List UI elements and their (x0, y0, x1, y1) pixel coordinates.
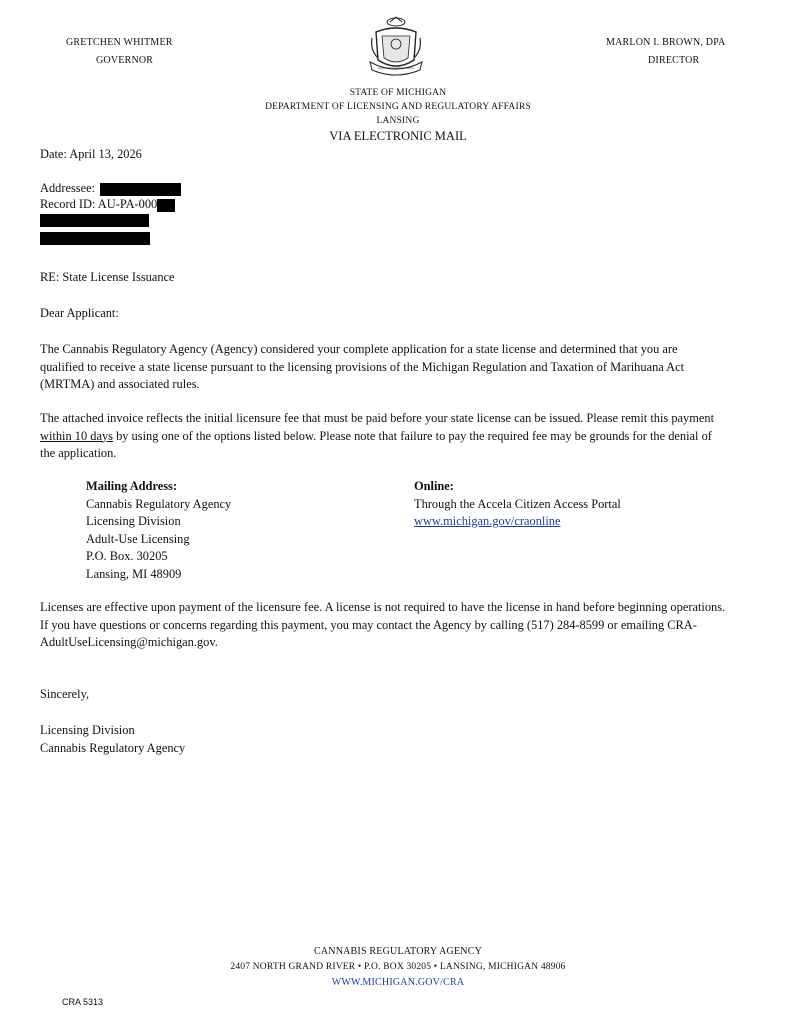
online-heading: Online: (414, 479, 454, 493)
closing: Sincerely, (40, 687, 90, 701)
paragraph-approval: The Cannabis Regulatory Agency (Agency) considered your complete application for a state license and determined that you are qualified to receive a state license pursuant to the licensing provisions of the Michigan Regulation and Taxation of Marihuana Act (MRTMA) and associated rules. (40, 342, 685, 391)
paragraph-effective: Licenses are effective upon payment of the licensure fee. A license is not required to have the license in hand before beginning operations. If you have questions or concerns regarding this payment, you may contact the Agency by calling (517) 284-8599 or emailing CRA-AdultUseLicensing@michigan.gov. (40, 600, 726, 649)
signature-line: Cannabis Regulatory Agency (40, 741, 186, 755)
paragraph-payment (40, 410, 730, 463)
city-name: LANSING (376, 116, 420, 126)
delivery-method: VIA ELECTRONIC MAIL (329, 129, 467, 143)
addressee-line (40, 180, 181, 198)
record-id-label: Record ID: AU-PA-000 (40, 197, 158, 211)
online-line: Through the Accela Citizen Access Portal (414, 496, 621, 511)
payment-deadline: within 10 days (40, 428, 113, 443)
record-id-line (40, 196, 175, 214)
governor-name: GRETCHEN WHITMER (66, 37, 173, 48)
redaction-block (40, 232, 150, 245)
mailing-line: Licensing Division (86, 514, 181, 528)
letter-date: Date: April 13, 2026 (40, 147, 142, 161)
state-name: STATE OF MICHIGAN (349, 88, 447, 98)
redaction-block (100, 183, 181, 196)
mailing-line: Lansing, MI 48909 (86, 566, 182, 581)
salutation: Dear Applicant: (40, 306, 119, 320)
redaction-block (40, 214, 149, 227)
footer-website-link[interactable]: WWW.MICHIGAN.GOV/CRA (331, 977, 465, 988)
director-name: MARLON I. BROWN, DPA (606, 37, 726, 48)
paragraph-payment-text: The attached invoice reflects the initial licensure fee that must be paid before your state license can be issued. Please remit this payment (40, 411, 715, 425)
department-name: DEPARTMENT OF LICENSING AND REGULATORY AFFAIRS (265, 102, 531, 112)
paragraph-payment-text: by using one of the options listed below. Please note that failure to pay the required fee may be grounds for the denial of the application. (40, 428, 712, 460)
state-seal-icon (366, 14, 426, 80)
director-title: DIRECTOR (648, 55, 700, 66)
mailing-line: P.O. Box. 30205 (86, 549, 168, 563)
footer-address: 2407 NORTH GRAND RIVER • P.O. BOX 30205 • LANSING, MICHIGAN 48906 (230, 962, 566, 972)
subject-line: RE: State License Issuance (40, 270, 175, 284)
mailing-address (86, 478, 231, 583)
mailing-line: Adult-Use Licensing (86, 531, 190, 546)
cra-online-link[interactable]: www.michigan.gov/craonline (414, 514, 561, 528)
addressee-label: Addressee: (40, 181, 96, 195)
form-number: CRA 5313 (62, 997, 104, 1007)
signature-line: Licensing Division (40, 723, 135, 737)
footer-agency: CANNABIS REGULATORY AGENCY (314, 946, 482, 957)
mailing-heading: Mailing Address: (86, 479, 177, 493)
online-payment (414, 478, 621, 531)
governor-title: GOVERNOR (96, 55, 154, 66)
mailing-line: Cannabis Regulatory Agency (86, 496, 232, 511)
redaction-block (157, 199, 175, 212)
